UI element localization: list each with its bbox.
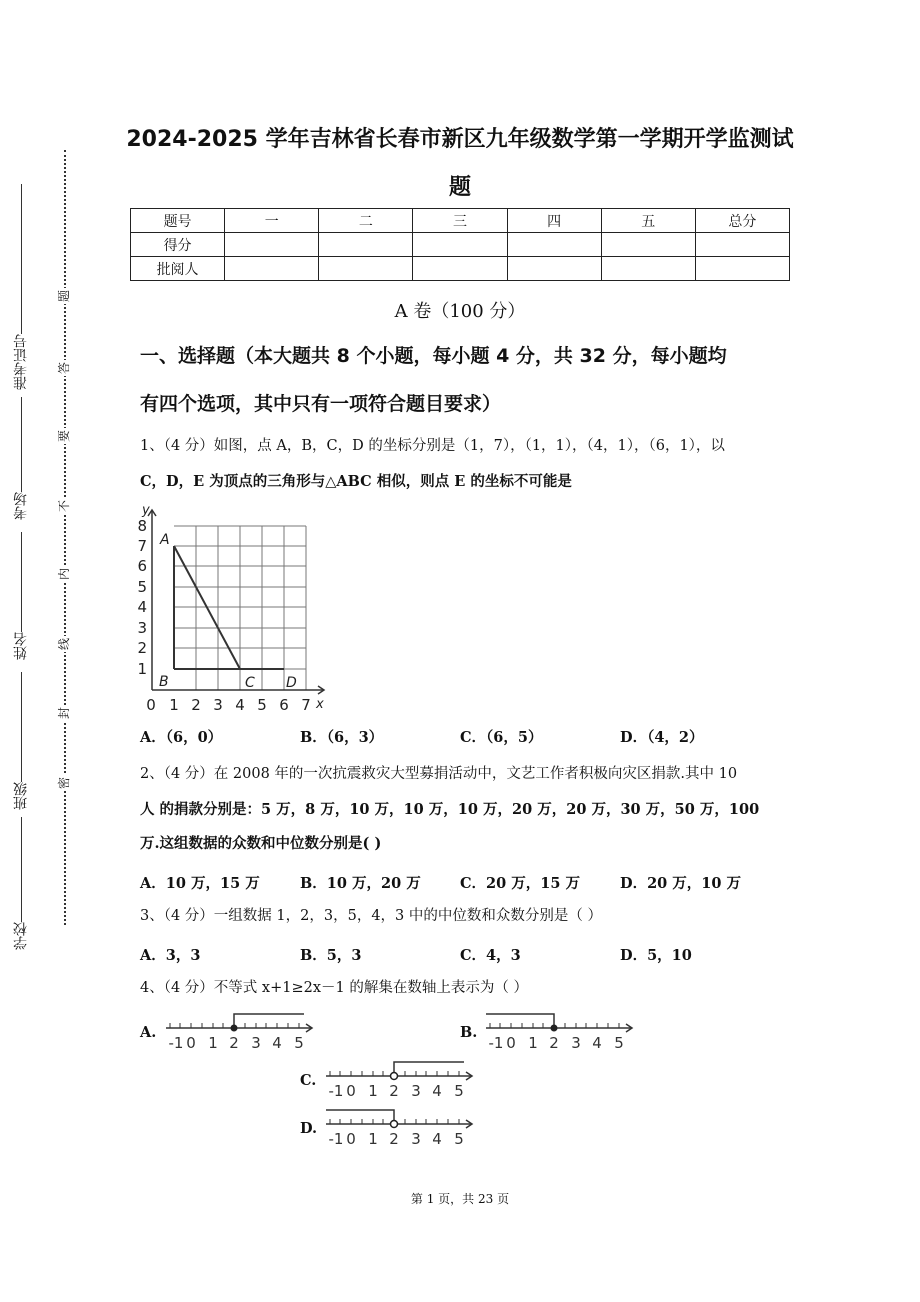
score-cell[interactable] xyxy=(319,233,413,257)
q3-option-b[interactable]: B．5，3 xyxy=(300,947,362,964)
point-label-d: D xyxy=(286,675,297,691)
q1-option-d[interactable]: D．（4，2） xyxy=(620,729,704,746)
tick-label: -1 xyxy=(168,1034,184,1052)
score-cell[interactable] xyxy=(225,233,319,257)
exam-title-line2: 题 xyxy=(448,175,471,200)
tick-label: 3 xyxy=(411,1130,421,1148)
part1-heading-line1: 一、选择题（本大题共 8 个小题，每小题 4 分，共 32 分，每小题均 xyxy=(140,345,727,367)
x-tick-label: 3 xyxy=(213,696,223,714)
q4-option-a-number-line[interactable] xyxy=(162,1010,320,1054)
table-cell: 总分 xyxy=(695,209,789,233)
table-cell: 四 xyxy=(507,209,601,233)
q4-option-b-number-line[interactable] xyxy=(482,1010,640,1054)
x-tick-label: 1 xyxy=(169,696,179,714)
seal-char: 内 xyxy=(57,568,71,581)
score-table xyxy=(130,208,790,281)
tick-label: 1 xyxy=(368,1082,378,1100)
tick-label: 1 xyxy=(528,1034,538,1052)
q3-option-c[interactable]: C．4，3 xyxy=(460,947,521,964)
q4-option-b-label[interactable]: B. xyxy=(460,1024,478,1041)
tick-label: 2 xyxy=(549,1034,559,1052)
score-cell[interactable] xyxy=(695,233,789,257)
point-label-a: A xyxy=(160,532,170,548)
field-label: 准考证号 xyxy=(13,334,29,390)
table-row xyxy=(131,257,790,281)
tick-label: -1 xyxy=(328,1082,344,1100)
seal-char: 答 xyxy=(57,362,71,375)
reviewer-cell[interactable] xyxy=(695,257,789,281)
tick-label: 5 xyxy=(614,1034,624,1052)
score-cell[interactable] xyxy=(413,233,507,257)
q4-option-d-label[interactable]: D. xyxy=(300,1120,318,1137)
x-axis-label: x xyxy=(316,697,324,712)
y-tick-label: 7 xyxy=(137,537,147,555)
x-tick-label: 5 xyxy=(257,696,267,714)
y-tick-label: 4 xyxy=(137,598,147,616)
q2-option-b[interactable]: B．10 万，20 万 xyxy=(300,875,421,892)
x-tick-label: 4 xyxy=(235,696,245,714)
q1-line1: 1、（4 分）如图，点 A，B，C，D 的坐标分别是（1，7），（1，1），（4，1），（6，1），以 xyxy=(140,438,725,454)
field-class[interactable] xyxy=(14,660,28,810)
y-tick-label: 3 xyxy=(137,619,147,637)
q1-line2: C，D，E 为顶点的三角形与△ABC 相似，则点 E 的坐标不可能是 xyxy=(140,473,572,490)
x-tick-label: 7 xyxy=(301,696,311,714)
tick-label: 2 xyxy=(389,1130,399,1148)
grid xyxy=(174,526,306,690)
reviewer-cell[interactable] xyxy=(413,257,507,281)
score-cell[interactable] xyxy=(601,233,695,257)
field-exam-room[interactable] xyxy=(14,390,28,520)
q3-option-d[interactable]: D．5，10 xyxy=(620,947,692,964)
table-cell: 题号 xyxy=(131,209,225,233)
table-cell: 三 xyxy=(413,209,507,233)
tick-label: 4 xyxy=(432,1130,442,1148)
part1-heading-line2: 有四个选项，其中只有一项符合题目要求） xyxy=(140,393,502,415)
tick-label: 5 xyxy=(454,1130,464,1148)
field-name[interactable] xyxy=(14,520,28,660)
tick-label: 3 xyxy=(571,1034,581,1052)
table-cell: 批阅人 xyxy=(131,257,225,281)
y-tick-label: 2 xyxy=(137,639,147,657)
tick-label: 0 xyxy=(506,1034,516,1052)
field-label: 考场 xyxy=(13,492,29,520)
q4-line1: 4、（4 分）不等式 x+1≥2x－1 的解集在数轴上表示为（ ） xyxy=(140,980,528,996)
tick-label: 2 xyxy=(389,1082,399,1100)
y-tick-label: 1 xyxy=(137,660,147,678)
seal-char: 密 xyxy=(57,777,71,790)
seal-char: 要 xyxy=(57,430,71,443)
tick-label: -1 xyxy=(328,1130,344,1148)
seal-char: 题 xyxy=(57,290,71,303)
reviewer-cell[interactable] xyxy=(601,257,695,281)
y-tick-label: 8 xyxy=(137,517,147,535)
tick-label: 4 xyxy=(592,1034,602,1052)
tick-label: 1 xyxy=(208,1034,218,1052)
tick-label: 5 xyxy=(294,1034,304,1052)
seal-char: 不 xyxy=(57,500,71,513)
table-cell: 二 xyxy=(319,209,413,233)
q4-option-c-number-line[interactable] xyxy=(322,1058,480,1102)
q3-option-a[interactable]: A．3，3 xyxy=(140,947,201,964)
x-tick-label: 2 xyxy=(191,696,201,714)
tick-label: 3 xyxy=(411,1082,421,1100)
q4-option-a-label[interactable]: A. xyxy=(140,1024,157,1041)
q2-option-d[interactable]: D．20 万，10 万 xyxy=(620,875,742,892)
q2-option-c[interactable]: C．20 万，15 万 xyxy=(460,875,580,892)
seal-char: 线 xyxy=(57,638,71,651)
seal-char: 封 xyxy=(57,707,71,720)
q1-coordinate-figure xyxy=(134,500,334,718)
tick-label: 4 xyxy=(432,1082,442,1100)
seal-line xyxy=(64,150,66,925)
field-label: 姓名 xyxy=(13,632,29,660)
x-tick-label: 0 xyxy=(146,696,156,714)
table-cell: 得分 xyxy=(131,233,225,257)
q3-line1: 3、（4 分）一组数据 1，2，3，5，4，3 中的中位数和众数分别是（ ） xyxy=(140,908,602,924)
reviewer-cell[interactable] xyxy=(225,257,319,281)
q1-option-c[interactable]: C．（6，5） xyxy=(460,729,543,746)
q2-line2: 人 的捐款分别是：5 万，8 万，10 万，10 万，10 万，20 万，20 万，30 万，50 万，100 xyxy=(140,801,760,818)
point-label-c: C xyxy=(245,675,255,691)
table-cell: 一 xyxy=(225,209,319,233)
y-tick-label: 6 xyxy=(137,557,147,575)
q1-option-a[interactable]: A．（6，0） xyxy=(140,729,223,746)
tick-label: 0 xyxy=(346,1130,356,1148)
score-cell[interactable] xyxy=(507,233,601,257)
y-tick-label: 5 xyxy=(137,578,147,596)
field-label: 学校 xyxy=(13,922,29,950)
exam-title-line1: 2024-2025 学年吉林省长春市新区九年级数学第一学期开学监测试 xyxy=(126,127,794,152)
tick-label: 0 xyxy=(186,1034,196,1052)
field-label: 班级 xyxy=(13,782,29,810)
section-a-heading: A 卷（100 分） xyxy=(394,301,526,322)
q2-line3: 万.这组数据的众数和中位数分别是( ) xyxy=(140,835,382,852)
table-header-row xyxy=(131,209,790,233)
point-label-b: B xyxy=(159,674,169,690)
table-row xyxy=(131,233,790,257)
tick-label: 3 xyxy=(251,1034,261,1052)
tick-label: 5 xyxy=(454,1082,464,1100)
x-tick-label: 6 xyxy=(279,696,289,714)
tick-label: 0 xyxy=(346,1082,356,1100)
q4-option-c-label[interactable]: C. xyxy=(300,1072,317,1089)
tick-label: 4 xyxy=(272,1034,282,1052)
tick-label: -1 xyxy=(488,1034,504,1052)
page-footer: 第 1 页，共 23 页 xyxy=(410,1192,510,1206)
q2-line1: 2、（4 分）在 2008 年的一次抗震救灾大型募捐活动中，文艺工作者积极向灾区捐款.其中 10 xyxy=(140,766,738,782)
table-cell: 五 xyxy=(601,209,695,233)
field-school[interactable] xyxy=(14,810,28,950)
y-axis-label: y xyxy=(142,503,150,518)
reviewer-cell[interactable] xyxy=(507,257,601,281)
tick-label: 2 xyxy=(229,1034,239,1052)
reviewer-cell[interactable] xyxy=(319,257,413,281)
q2-option-a[interactable]: A．10 万，15 万 xyxy=(140,875,260,892)
field-exam-number[interactable] xyxy=(14,160,28,390)
q4-option-d-number-line[interactable] xyxy=(322,1106,480,1150)
q1-option-b[interactable]: B．（6，3） xyxy=(300,729,384,746)
tick-label: 1 xyxy=(368,1130,378,1148)
